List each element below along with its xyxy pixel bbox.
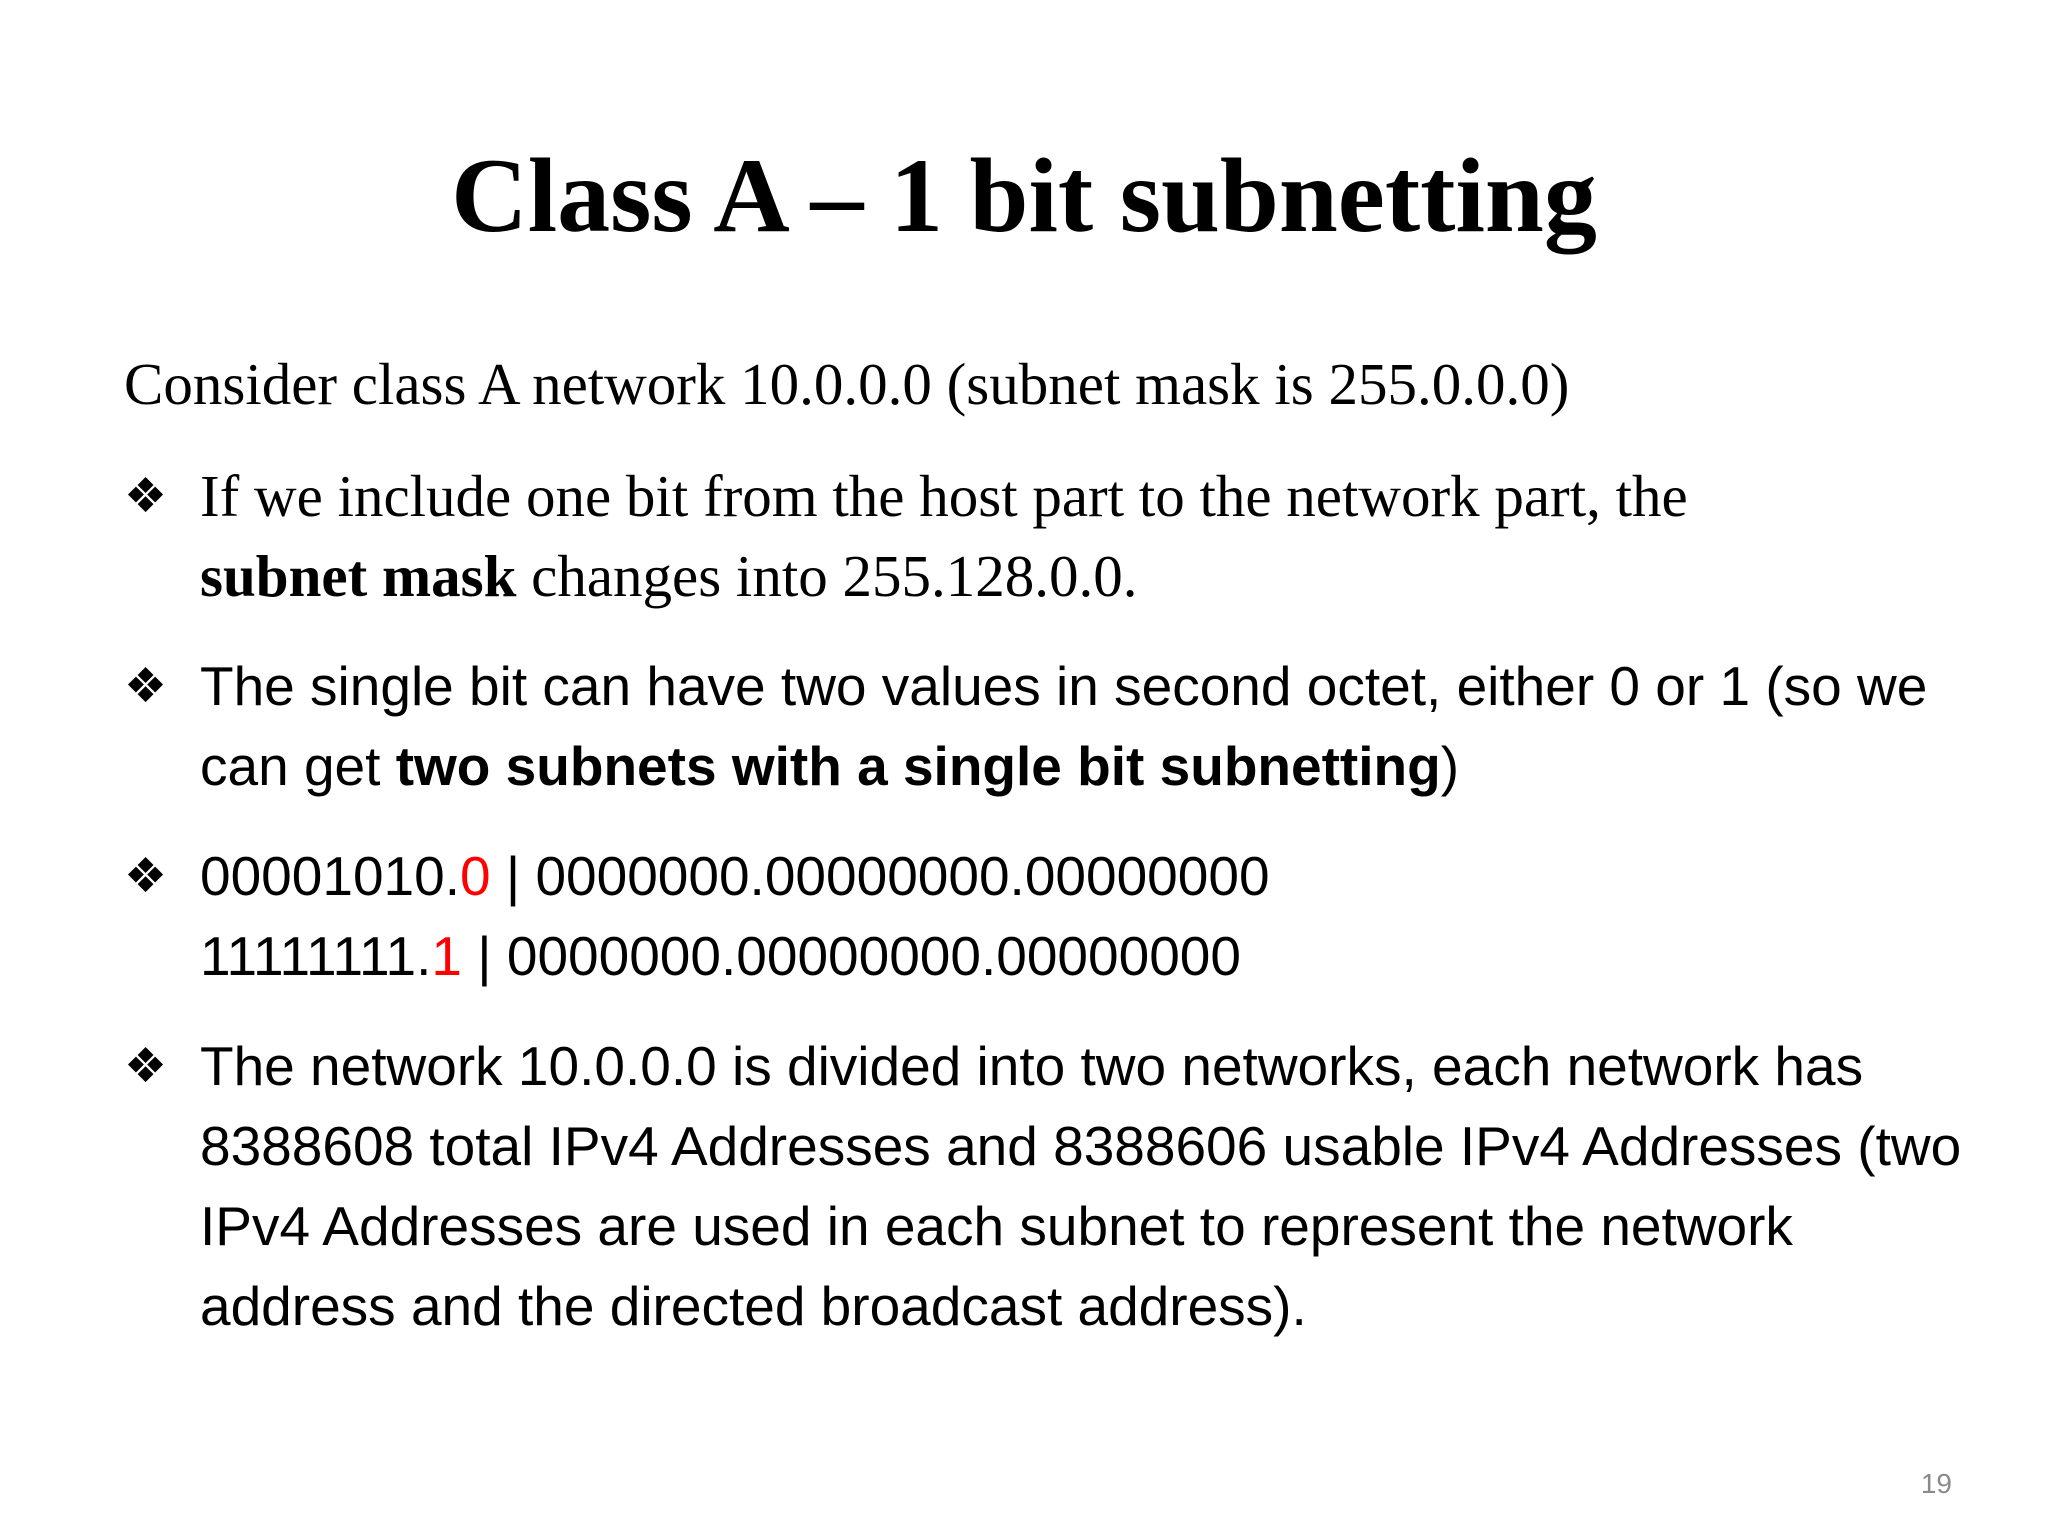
bullet-text: The network 10.0.0.0 is divided into two networks, each network has 8388608 total IPv4 Addresses and 8388606 usable IPv4 Addresses (two IPv4 Addresses are used in each subnet to represent the network address and the directed broadcast address). (200, 1035, 1962, 1337)
page-number: 19 (1920, 1468, 1952, 1499)
bullet-text-tail: ) (1440, 735, 1460, 797)
bullet-subnet-mask (124, 456, 1964, 616)
diamond-bullet-icon: ❖ (124, 658, 168, 714)
subnet-bit: 1 (431, 925, 463, 987)
bold-term: two subnets with a single bit subnetting (395, 735, 1441, 797)
bullet-network-division (124, 1026, 1964, 1346)
binary-suffix: | 0000000.00000000.00000000 (490, 845, 1270, 907)
binary-line-mask (200, 916, 1964, 996)
slide-title: Class A – 1 bit subnetting (451, 137, 1597, 254)
diamond-bullet-icon: ❖ (124, 1038, 168, 1094)
bullet-text (200, 456, 1964, 616)
binary-lines (200, 836, 1964, 996)
bold-term: subnet mask (200, 543, 517, 609)
subnet-bit: 0 (460, 845, 491, 907)
binary-prefix: 11111111. (200, 925, 432, 987)
bullet-binary (124, 836, 1964, 996)
binary-prefix: 00001010. (200, 845, 460, 907)
bullet-single-bit (124, 646, 1964, 806)
bullet-text (200, 646, 1964, 806)
bullet-text-tail: changes into 255.128.0.0. (516, 543, 1138, 609)
bullet-text-head: The single bit can have two values in second octet, either 0 or 1 (so we can get (200, 655, 1928, 797)
binary-line-network (200, 836, 1964, 916)
diamond-bullet-icon: ❖ (124, 848, 168, 904)
diamond-bullet-icon: ❖ (124, 468, 168, 524)
intro-text: Consider class A network 10.0.0.0 (subnet mask is 255.0.0.0) (124, 351, 1570, 417)
bullet-text-line1: If we include one bit from the host part to the network part, the (200, 463, 1688, 529)
binary-suffix: | 0000000.00000000.00000000 (462, 925, 1241, 987)
bullet-text-line2 (200, 536, 1964, 616)
